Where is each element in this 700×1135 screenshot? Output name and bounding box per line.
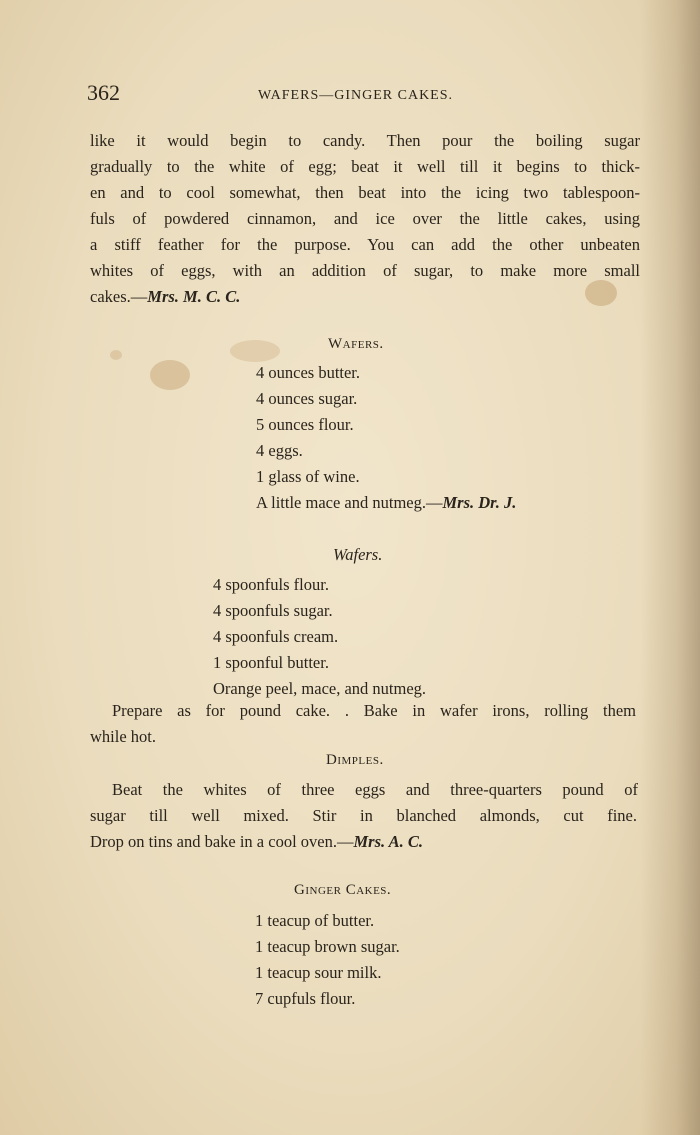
text-line: [90, 829, 423, 855]
ingredient: 1 teacup sour milk.: [255, 963, 382, 982]
ingredient: 4 eggs.: [256, 441, 303, 460]
stain: [230, 340, 280, 362]
ingredient: 1 teacup of butter.: [255, 911, 375, 930]
stain: [150, 360, 190, 390]
text-line: fuls of powdered cinnamon, and ice over the little cakes, using: [90, 209, 640, 228]
ingredient: Orange peel, mace, and nutmeg.: [213, 679, 427, 698]
ingredient: 1 glass of wine.: [256, 467, 360, 486]
ingredient: 4 ounces sugar.: [256, 389, 358, 408]
text-line: a stiff feather for the purpose. You can add the other unbeaten: [90, 235, 640, 254]
ingredient: 4 ounces butter.: [256, 363, 361, 382]
ingredient: 1 teacup brown sugar.: [255, 937, 400, 956]
text-line: gradually to the white of egg; beat it well till it begins to thick-: [90, 157, 640, 176]
text-line: Beat the whites of three eggs and three-quarters pound of: [112, 780, 638, 799]
ingredient: 4 spoonfuls flour.: [213, 575, 329, 594]
ingredient: 4 spoonfuls cream.: [213, 627, 339, 646]
instruction-line: while hot.: [90, 727, 156, 746]
ingredient: 5 ounces flour.: [256, 415, 354, 434]
text-line: whites of eggs, with an addition of sugar, to make more small: [90, 261, 640, 280]
text-line: en and to cool somewhat, then beat into the icing two tablespoon-: [90, 183, 640, 202]
stain: [585, 280, 617, 306]
ingredient: 4 spoonfuls sugar.: [213, 601, 333, 620]
ingredient: [256, 490, 516, 516]
page-number: 362: [87, 80, 120, 105]
signature: Mrs. Dr. J.: [442, 493, 517, 512]
text-fragment: A little mace and nutmeg.—: [256, 493, 443, 512]
recipe-title: Wafers.: [328, 336, 384, 352]
text-line: sugar till well mixed. Stir in blanched almonds, cut fine.: [90, 806, 637, 825]
signature: Mrs. A. C.: [353, 832, 424, 851]
text-fragment: Drop on tins and bake in a cool oven.—: [90, 832, 354, 851]
ingredient: 1 spoonful butter.: [213, 653, 329, 672]
text-fragment: cakes.—: [90, 287, 148, 306]
recipe-title: Dimples.: [326, 752, 384, 768]
instruction-line: Prepare as for pound cake. . Bake in wafer irons, rolling them: [112, 701, 636, 720]
signature: Mrs. M. C. C.: [147, 287, 241, 306]
recipe-title: Ginger Cakes.: [294, 882, 392, 898]
text-line: [90, 284, 240, 310]
text-line: like it would begin to candy. Then pour the boiling sugar: [90, 131, 640, 150]
recipe-title: Wafers.: [333, 545, 383, 564]
running-title: WAFERS—GINGER CAKES.: [258, 88, 454, 103]
ingredient: 7 cupfuls flour.: [255, 989, 356, 1008]
stain: [110, 350, 122, 360]
